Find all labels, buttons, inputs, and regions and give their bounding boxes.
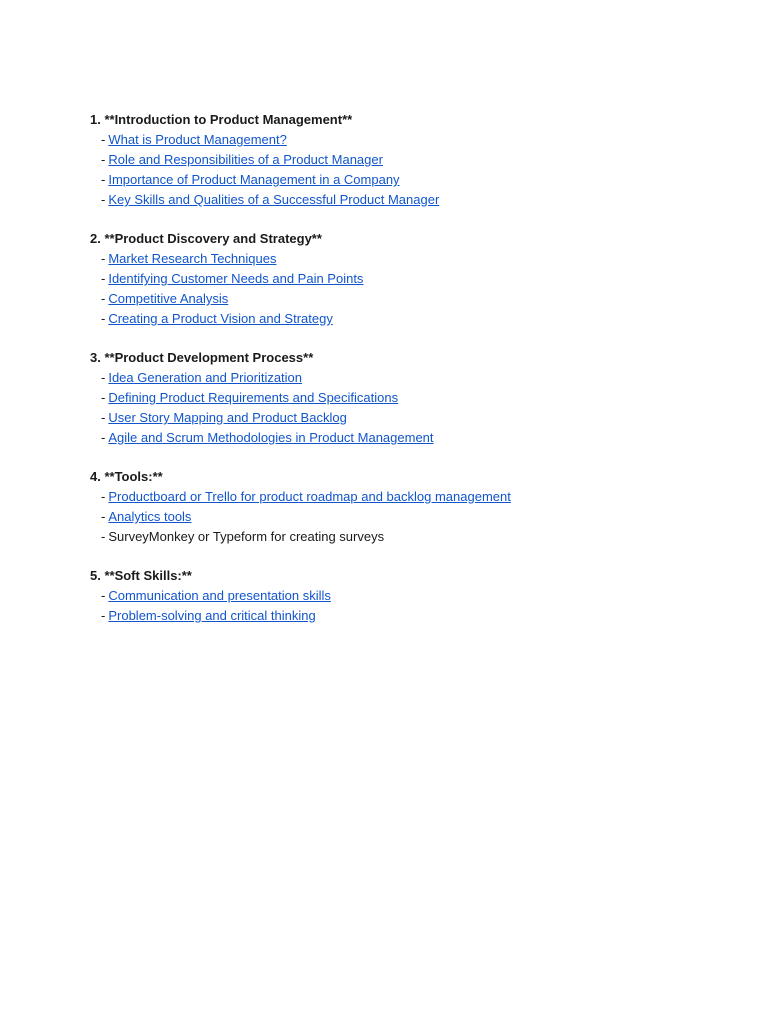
list-item <box>90 150 730 170</box>
list-item <box>90 309 730 329</box>
list-item <box>90 388 730 408</box>
item-link[interactable]: Idea Generation and Prioritization <box>108 370 303 385</box>
list-dash: - <box>101 172 106 187</box>
list-dash: - <box>101 251 106 266</box>
item-link[interactable]: What is Product Management? <box>108 132 287 147</box>
list-item <box>90 249 730 269</box>
list-dash: - <box>101 271 106 286</box>
list-item <box>90 606 730 626</box>
item-link[interactable]: User Story Mapping and Product Backlog <box>108 410 347 425</box>
item-link[interactable]: Problem-solving and critical thinking <box>108 608 316 623</box>
list-item <box>90 269 730 289</box>
item-link[interactable]: Communication and presentation skills <box>108 588 331 603</box>
section-introduction <box>90 110 730 210</box>
list-item <box>90 428 730 448</box>
item-text: SurveyMonkey or Typeform for creating surveys <box>108 529 385 544</box>
item-link[interactable]: Key Skills and Qualities of a Successful Product Manager <box>108 192 440 207</box>
item-link[interactable]: Competitive Analysis <box>108 291 229 306</box>
section-development-process <box>90 348 730 448</box>
list-dash: - <box>101 192 106 207</box>
list-dash: - <box>101 509 106 524</box>
document-body <box>90 110 730 645</box>
list-dash: - <box>101 370 106 385</box>
item-link[interactable]: Analytics tools <box>108 509 192 524</box>
list-item <box>90 527 730 547</box>
list-item <box>90 170 730 190</box>
section-soft-skills <box>90 566 730 626</box>
section-discovery-strategy <box>90 229 730 329</box>
list-dash: - <box>101 529 106 544</box>
list-item <box>90 408 730 428</box>
item-link[interactable]: Market Research Techniques <box>108 251 277 266</box>
list-dash: - <box>101 311 106 326</box>
section-tools <box>90 467 730 547</box>
list-item <box>90 487 730 507</box>
item-link[interactable]: Defining Product Requirements and Specifications <box>108 390 399 405</box>
list-item <box>90 289 730 309</box>
section-heading: 4. **Tools:** <box>90 469 163 484</box>
list-dash: - <box>101 390 106 405</box>
list-dash: - <box>101 152 106 167</box>
list-dash: - <box>101 489 106 504</box>
list-item <box>90 507 730 527</box>
list-dash: - <box>101 430 106 445</box>
list-item <box>90 368 730 388</box>
list-dash: - <box>101 608 106 623</box>
list-item <box>90 586 730 606</box>
section-heading: 5. **Soft Skills:** <box>90 568 192 583</box>
list-item <box>90 190 730 210</box>
list-dash: - <box>101 588 106 603</box>
item-link[interactable]: Creating a Product Vision and Strategy <box>108 311 333 326</box>
section-heading: 2. **Product Discovery and Strategy** <box>90 231 322 246</box>
item-link[interactable]: Productboard or Trello for product roadmap and backlog management <box>108 489 511 504</box>
item-link[interactable]: Importance of Product Management in a Company <box>108 172 400 187</box>
list-dash: - <box>101 410 106 425</box>
section-heading: 3. **Product Development Process** <box>90 350 314 365</box>
item-link[interactable]: Agile and Scrum Methodologies in Product Management <box>108 430 434 445</box>
list-dash: - <box>101 132 106 147</box>
item-link[interactable]: Role and Responsibilities of a Product Manager <box>108 152 383 167</box>
list-dash: - <box>101 291 106 306</box>
item-link[interactable]: Identifying Customer Needs and Pain Points <box>108 271 364 286</box>
list-item <box>90 130 730 150</box>
section-heading: 1. **Introduction to Product Management** <box>90 112 353 127</box>
